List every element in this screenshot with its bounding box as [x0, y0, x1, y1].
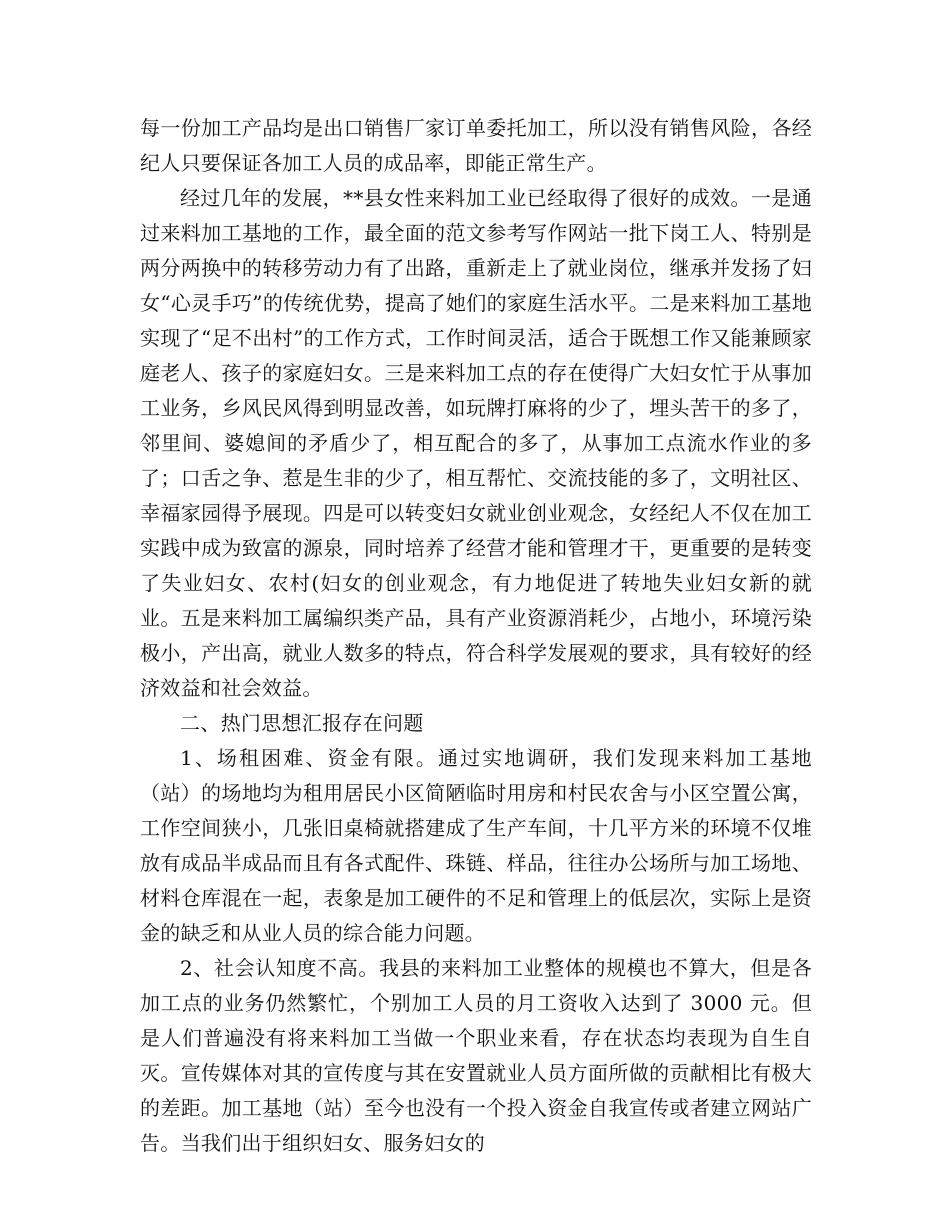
paragraph-problem-2: 2、社会认知度不高。我县的来料加工业整体的规模也不算大，但是各加工点的业务仍然繁忙，个别加工人员的月工资收入达到了 3000 元。但是人们普遍没有将来料加工当做一个职业来看，存在状态均表现为自生自灭。宣传媒体对其的宣传度与其在安置就业人员方面所做的贡献相比有极大的差距。加工基地（站）至今也没有一个投入资金自我宣传或者建立网站广告。当我们出于组织妇女、服务妇女的: [140, 956, 812, 1155]
paragraph-continuation: 每一份加工产品均是出口销售厂家订单委托加工，所以没有销售风险，各经纪人只要保证各加工人员的成品率，即能正常生产。: [140, 116, 812, 175]
paragraph-achievements: 经过几年的发展，**县女性来料加工业已经取得了很好的成效。一是通过来料加工基地的工作，最全面的范文参考写作网站一批下岗工人、特别是两分两换中的转移劳动力有了出路，重新走上了就业岗位，继承并发扬了妇女“心灵手巧”的传统优势，提高了她们的家庭生活水平。二是来料加工基地实现了“足不出村”的工作方式，工作时间灵活，适合于既想工作又能兼顾家庭老人、孩子的家庭妇女。三是来料加工点的存在使得广大妇女忙于从事加工业务，乡风民风得到明显改善，如玩牌打麻将的少了，埋头苦干的多了，邻里间、婆媳间的矛盾少了，相互配合的多了，从事加工点流水作业的多了；口舌之争、惹是生非的少了，相互帮忙、交流技能的多了，文明社区、幸福家园得予展现。四是可以转变妇女就业创业观念，女经纪人不仅在加工实践中成为致富的源泉，同时培养了经营才能和管理才干，更重要的是转变了失业妇女、农村(妇女的创业观念，有力地促进了转地失业妇女新的就业。五是来料加工属编织类产品，具有产业资源消耗少，占地小，环境污染极小，产出高，就业人数多的特点，符合科学发展观的要求，具有较好的经济效益和社会效益。: [140, 186, 812, 700]
paragraph-problem-1: 1、场租困难、资金有限。通过实地调研，我们发现来料加工基地（站）的场地均为租用居民小区简陋临时用房和村民农舍与小区空置公寓，工作空间狭小，几张旧桌椅就搭建成了生产车间，十几平方米的环境不仅堆放有成品半成品而且有各式配件、珠链、样品，往往办公场所与加工场地、材料仓库混在一起，表象是加工硬件的不足和管理上的低层次，实际上是资金的缺乏和从业人员的综合能力问题。: [140, 746, 812, 945]
document-body: [140, 111, 812, 1161]
section-heading-problems: 二、热门思想汇报存在问题: [180, 711, 424, 735]
